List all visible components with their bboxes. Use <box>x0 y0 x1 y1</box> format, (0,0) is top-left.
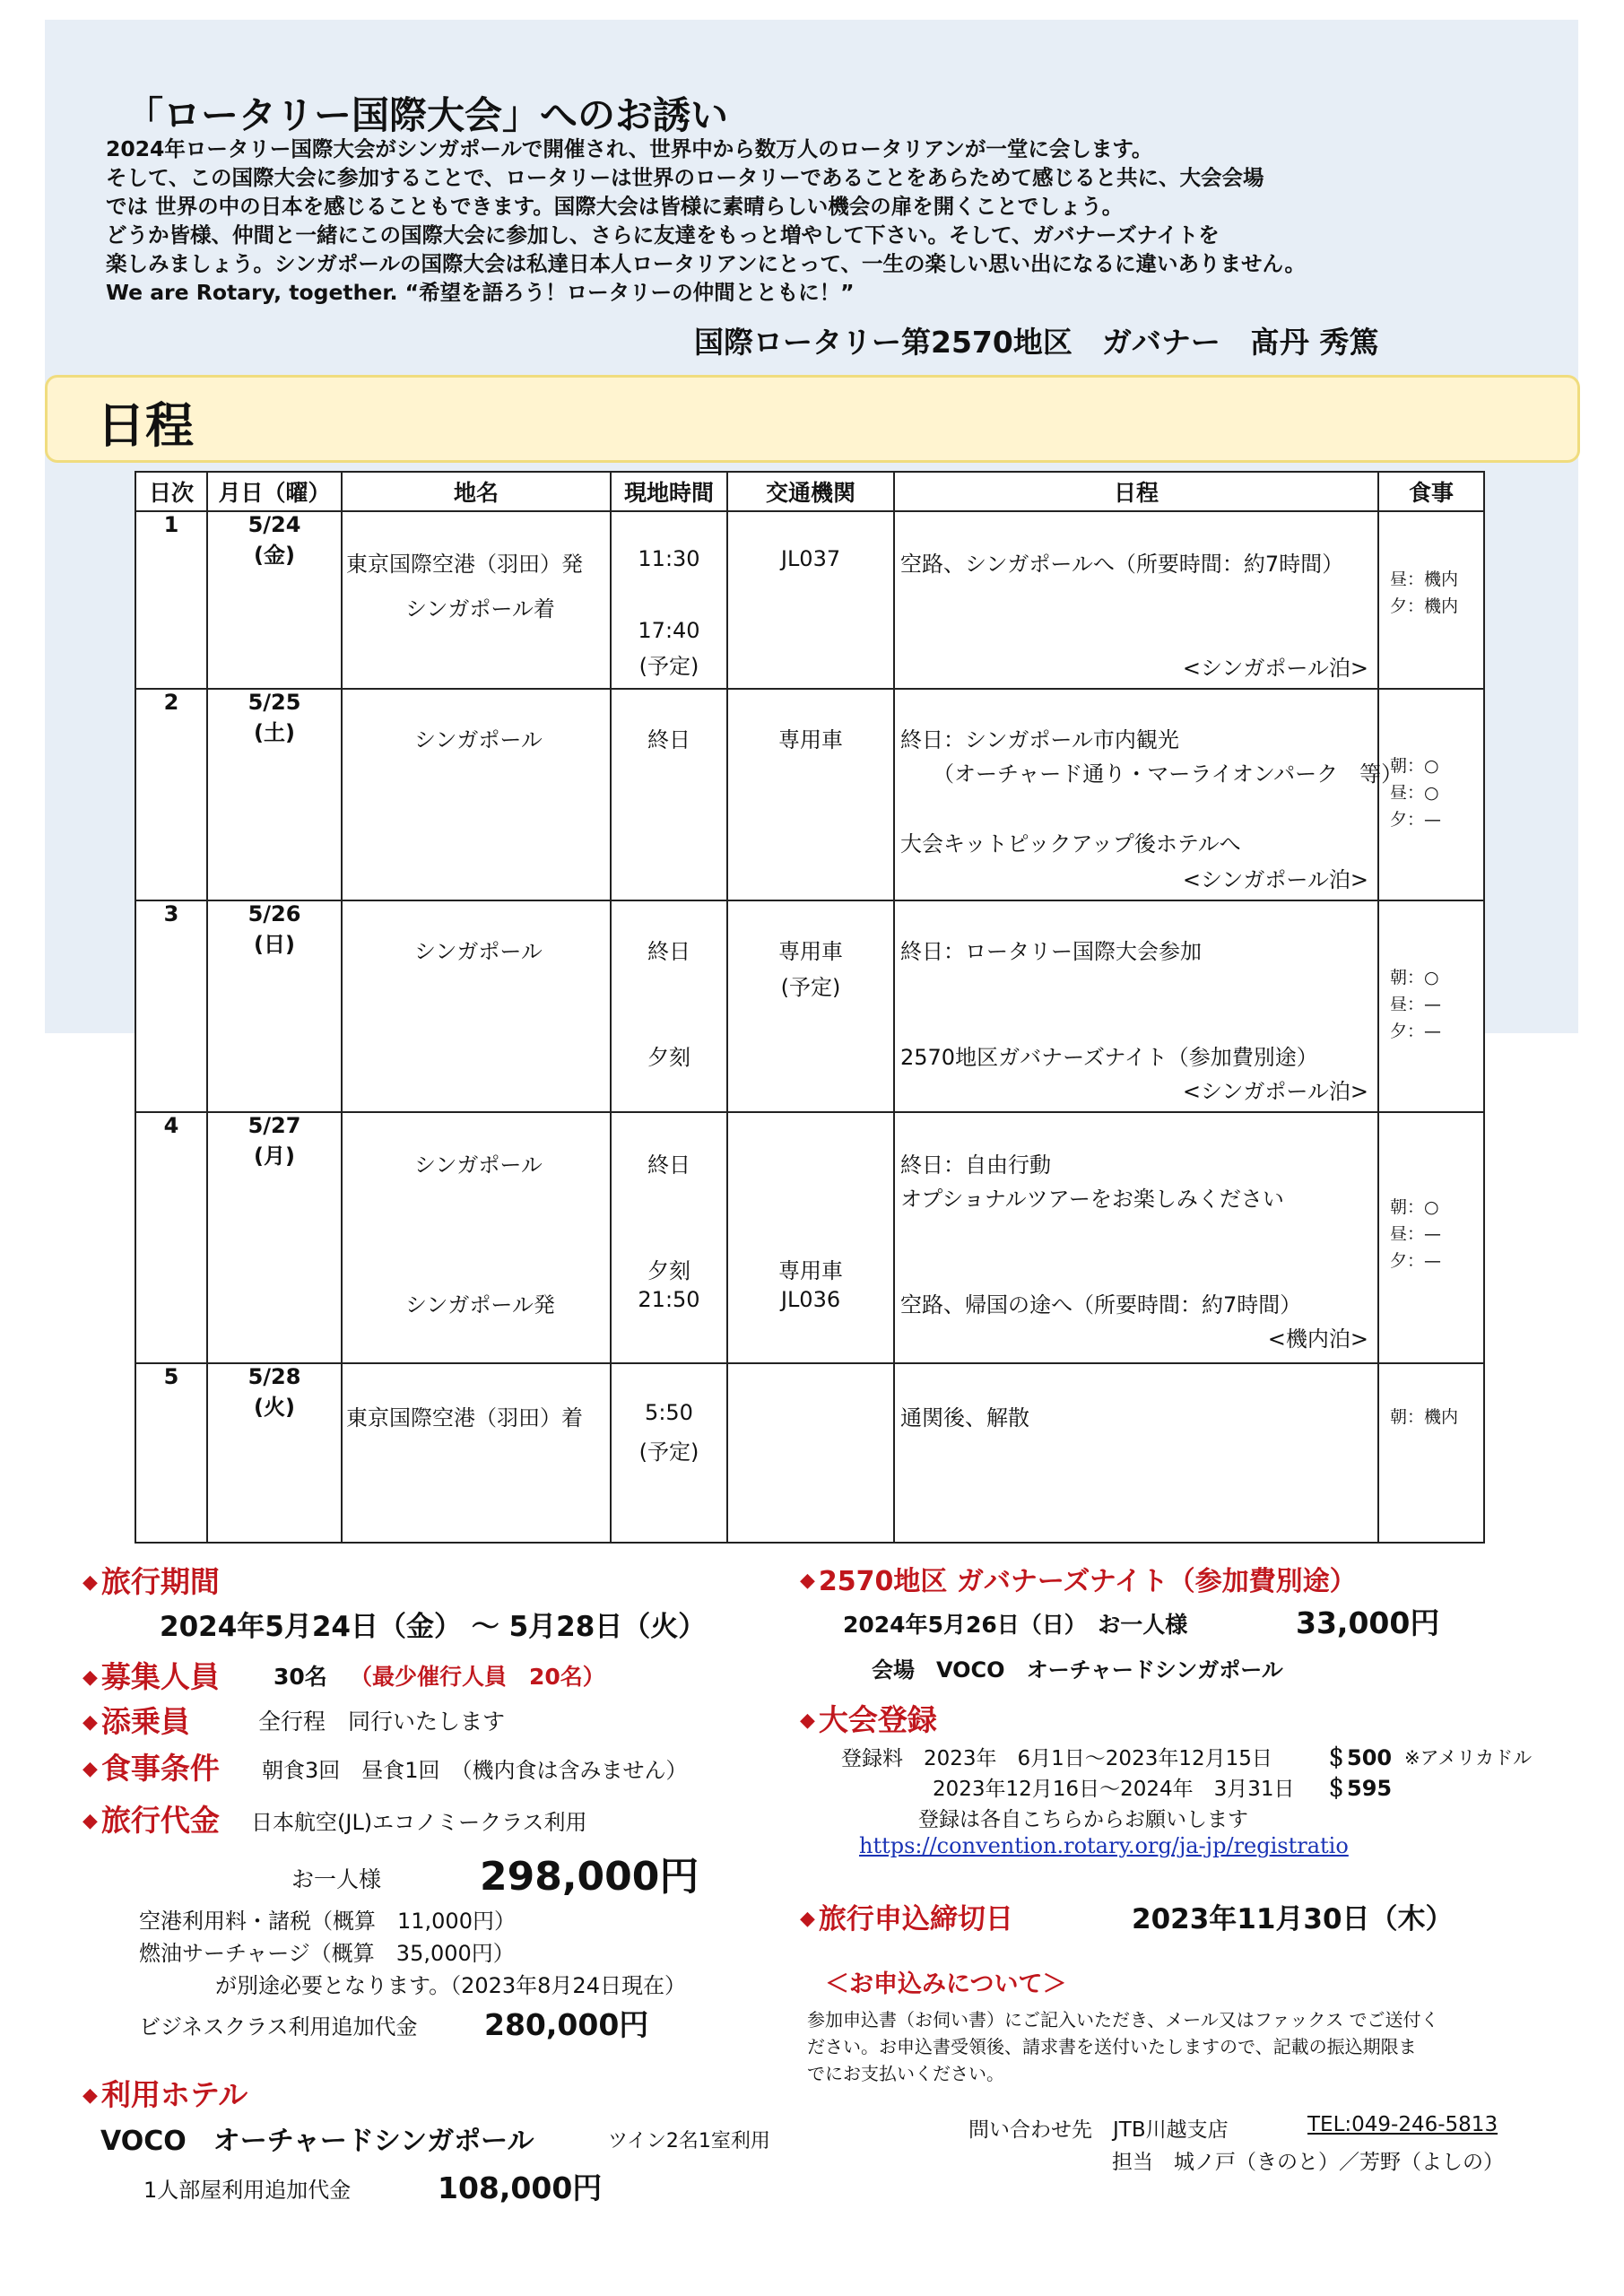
period-value: 2024年5月24日（金） ～ 5月28日（火） <box>160 1611 707 1643</box>
governors-night-label: 2570地区 ガバナーズナイト（参加費別途） <box>818 1566 1357 1597</box>
transport: 専用車 <box>778 939 843 964</box>
meal-item: 朝：○ <box>1390 756 1439 776</box>
itinerary-table <box>135 471 1485 1544</box>
col-header-place: 地名 <box>342 472 611 511</box>
transport-note: (予定) <box>780 975 841 1000</box>
intro-line: そして、この国際大会に参加することで、ロータリーは世界のロータリーであることをあらためて感じると共に、大会会場 <box>106 165 1264 190</box>
place: シンガポール発 <box>405 1292 555 1318</box>
registration-line: 2023年12月16日～2024年 3月31日 <box>933 1778 1295 1801</box>
time: 17:40 <box>638 618 700 643</box>
weekday: (火) <box>254 1395 295 1420</box>
time: 終日 <box>647 939 690 964</box>
governors-night-section: ◆ 2570地区 ガバナーズナイト（参加費別途） <box>800 1566 1357 1597</box>
col-header-transport: 交通機関 <box>727 472 894 511</box>
intro-line: どうか皆様、仲間と一緒にこの国際大会に参加し、さらに友達をもっと増やして下さい。そして、ガバナーズナイトを <box>106 222 1220 248</box>
time-note: (予定) <box>638 654 699 679</box>
meal-item: 昼：○ <box>1390 783 1439 803</box>
schedule-heading-band <box>45 375 1580 463</box>
escort-section: ◆ 添乗員 <box>83 1704 190 1739</box>
col-header-meals: 食事 <box>1378 472 1484 511</box>
escort-value: 全行程 同行いたします <box>258 1709 506 1735</box>
meal-item: 昼：— <box>1390 1224 1442 1244</box>
business-label: ビジネスクラス利用追加代金 <box>139 2014 418 2039</box>
hotel-room: ツイン2名1室利用 <box>608 2130 770 2152</box>
governor-signature: 国際ロータリー第2570地区 ガバナー 髙丹 秀篤 <box>694 325 1379 360</box>
date: 5/25 <box>248 690 301 715</box>
time: 21:50 <box>638 1287 700 1312</box>
table-row <box>135 1363 1484 1543</box>
table-row <box>135 900 1484 1112</box>
day-number: 4 <box>163 1113 179 1138</box>
schedule-title: 日程 <box>97 397 194 454</box>
period-label: 旅行期間 <box>100 1564 220 1599</box>
application-line: 参加申込書（お伺い書）にご記入いただき、メール又はファックス でご送付く <box>807 2009 1439 2031</box>
date: 5/28 <box>248 1364 301 1389</box>
single-label: 1人部屋利用追加代金 <box>143 2178 352 2203</box>
table-row <box>135 1112 1484 1363</box>
table-header-row <box>135 472 1484 511</box>
date: 5/27 <box>248 1113 301 1138</box>
hotel-section: ◆ 利用ホテル <box>83 2077 248 2112</box>
meal-value: 朝食3回 昼食1回 （機内食は含みません） <box>262 1758 688 1783</box>
itinerary-text: 空路、帰国の途へ（所要時間：約7時間） <box>900 1292 1302 1318</box>
contact-phone[interactable]: TEL:049-246-5813 <box>1307 2113 1498 2136</box>
stay-note: <シンガポール泊> <box>1182 867 1368 892</box>
registration-label: 大会登録 <box>818 1702 937 1737</box>
registration-section: ◆ 大会登録 <box>800 1702 937 1737</box>
col-header-time: 現地時間 <box>611 472 727 511</box>
registration-price: ＄595 <box>1325 1776 1393 1801</box>
currency-note: ※アメリカドル <box>1404 1747 1533 1769</box>
governors-night-date: 2024年5月26日（日） お一人様 <box>843 1612 1188 1638</box>
deadline-section: ◆ 旅行申込締切日 <box>800 1903 1013 1935</box>
time-note: (予定) <box>638 1439 699 1465</box>
meal-item: 夕：— <box>1390 810 1442 830</box>
single-value: 108,000円 <box>438 2170 603 2205</box>
flight-number: JL036 <box>780 1287 841 1312</box>
registration-note: 登録は各自こちらからお願いします <box>918 1808 1248 1831</box>
place: シンガポール <box>414 939 543 964</box>
date: 5/24 <box>248 512 301 537</box>
time: 終日 <box>647 1152 690 1178</box>
intro-line: We are Rotary, together. “希望を語ろう！ロータリーの仲間とともに！” <box>106 280 855 305</box>
date: 5/26 <box>248 901 301 926</box>
day-number: 5 <box>163 1364 179 1389</box>
stay-note: <シンガポール泊> <box>1182 656 1368 681</box>
recruit-count: 30名 <box>274 1664 327 1690</box>
time: 夕刻 <box>647 1258 690 1283</box>
weekday: (日) <box>254 932 295 957</box>
contact-info: 問い合わせ先 JTB川越支店 <box>968 2118 1229 2142</box>
meal-item: 夕：機内 <box>1390 596 1459 616</box>
time: 夕刻 <box>647 1045 690 1070</box>
recruit-section: ◆ 募集人員 <box>83 1659 220 1694</box>
deadline-label: 旅行申込締切日 <box>818 1903 1013 1935</box>
itinerary-text: 空路、シンガポールへ（所要時間：約7時間） <box>900 552 1344 577</box>
recruit-minimum: （最少催行人員 20名） <box>350 1664 605 1690</box>
col-header-date: 月日（曜） <box>207 472 342 511</box>
transport: 専用車 <box>778 1258 843 1283</box>
period-section: ◆ 旅行期間 <box>83 1564 220 1599</box>
table-row <box>135 511 1484 689</box>
meal-item: 夕：— <box>1390 1022 1442 1041</box>
governors-night-price: 33,000円 <box>1296 1605 1440 1640</box>
place: 東京国際空港（羽田）発 <box>346 552 583 577</box>
weekday: (金) <box>254 543 295 568</box>
meal-item: 朝：○ <box>1390 1197 1439 1217</box>
price-value: 298,000円 <box>480 1854 699 1900</box>
meal-item: 夕：— <box>1390 1251 1442 1271</box>
place: シンガポール <box>414 1152 543 1178</box>
transport: 専用車 <box>778 727 843 752</box>
page-title: 「ロータリー国際大会」へのお誘い <box>126 93 729 137</box>
registration-line: 登録料 2023年 6月1日～2023年12月15日 <box>841 1747 1272 1770</box>
table-row <box>135 689 1484 900</box>
place: 東京国際空港（羽田）着 <box>346 1405 583 1431</box>
meal-label: 食事条件 <box>100 1751 220 1786</box>
fee-line: 燃油サーチャージ（概算 35,000円） <box>139 1941 515 1966</box>
hotel-name: VOCO オーチャードシンガポール <box>100 2126 534 2157</box>
itinerary-text: 終日：シンガポール市内観光 <box>900 727 1179 752</box>
col-header-itinerary: 日程 <box>894 472 1378 511</box>
time: 11:30 <box>638 546 700 571</box>
weekday: (土) <box>254 720 295 745</box>
meal-item: 朝：○ <box>1390 968 1439 987</box>
application-line: ださい。お申込書受領後、請求書を送付いたしますので、記載の振込期限ま <box>807 2036 1417 2057</box>
recruit-label: 募集人員 <box>100 1659 220 1694</box>
intro-line: 楽しみましょう。シンガポールの国際大会は私達日本人ロータリアンにとって、一生の楽しい思い出になるに違いありません。 <box>106 251 1306 276</box>
weekday: (月) <box>254 1144 295 1169</box>
itinerary-text: 終日：ロータリー国際大会参加 <box>900 939 1202 964</box>
day-number: 1 <box>163 512 179 537</box>
place: シンガポール着 <box>405 596 555 622</box>
price-note: 日本航空(JL)エコノミークラス利用 <box>251 1810 587 1835</box>
application-title: ＜お申込みについて＞ <box>825 1970 1067 1998</box>
intro-line: では 世界の中の日本を感じることもできます。国際大会は皆様に素晴らしい機会の扉を開くことでしょう。 <box>106 194 1124 219</box>
meal-item: 朝：機内 <box>1390 1407 1459 1427</box>
day-number: 3 <box>163 901 179 926</box>
stay-note: <シンガポール泊> <box>1182 1079 1368 1104</box>
registration-link[interactable]: https://convention.rotary.org/ja-jp/registratio <box>859 1833 1349 1858</box>
col-header-day: 日次 <box>135 472 207 511</box>
time: 終日 <box>647 727 690 752</box>
application-line: でにお支払いください。 <box>807 2063 1004 2084</box>
price-per-person: お一人様 <box>291 1866 382 1892</box>
meal-item: 昼：機内 <box>1390 570 1459 589</box>
place: シンガポール <box>414 727 543 752</box>
time: 5:50 <box>645 1400 693 1425</box>
meal-section: ◆ 食事条件 <box>83 1751 220 1786</box>
itinerary-text: 終日：自由行動 <box>900 1152 1051 1178</box>
escort-label: 添乗員 <box>100 1704 190 1739</box>
flight-number: JL037 <box>780 546 841 571</box>
meal-item: 昼：— <box>1390 995 1442 1014</box>
hotel-label: 利用ホテル <box>100 2077 248 2112</box>
itinerary-text: 通関後、解散 <box>900 1405 1029 1431</box>
stay-note: <機内泊> <box>1267 1326 1368 1352</box>
fee-line: が別途必要となります。（2023年8月24日現在） <box>215 1973 686 1998</box>
price-section: ◆ 旅行代金 <box>83 1803 220 1838</box>
intro-paragraph <box>106 135 1541 307</box>
itinerary-text: 2570地区ガバナーズナイト（参加費別途） <box>900 1045 1318 1070</box>
itinerary-text: オプショナルツアーをお楽しみください <box>900 1187 1284 1212</box>
intro-line: 2024年ロータリー国際大会がシンガポールで開催され、世界中から数万人のロータリアンが一堂に会します。 <box>106 136 1153 161</box>
governors-night-venue: 会場 VOCO オーチャードシンガポール <box>872 1657 1283 1683</box>
business-value: 280,000円 <box>484 2007 649 2042</box>
registration-price: ＄500 <box>1325 1745 1393 1770</box>
fee-line: 空港利用料・諸税（概算 11,000円） <box>139 1909 516 1934</box>
day-number: 2 <box>163 690 179 715</box>
deadline-value: 2023年11月30日（木） <box>1132 1903 1454 1935</box>
itinerary-text: 大会キットピックアップ後ホテルへ <box>900 831 1241 857</box>
contact-staff: 担当 城ノ戸（きのと）／芳野（よしの） <box>1112 2151 1504 2174</box>
itinerary-text: （オーチャード通り・マーライオンパーク 等） <box>933 761 1403 787</box>
price-label: 旅行代金 <box>100 1803 220 1838</box>
